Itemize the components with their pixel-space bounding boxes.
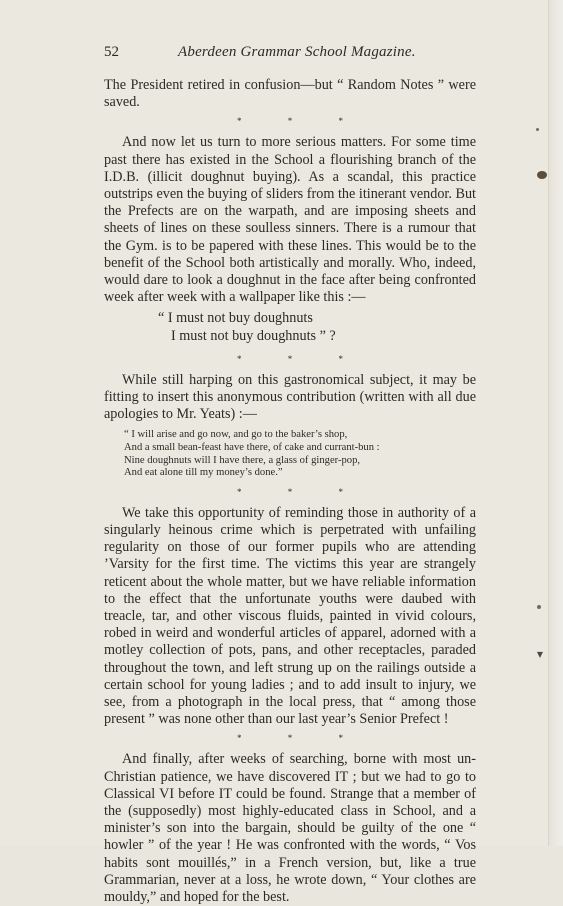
paragraph-president: The President retired in confusion—but “ Random Notes ” were saved. [104, 77, 476, 111]
paragraph-howler: And finally, after weeks of searching, borne with most un-Christian patience, we have discovered IT ; but we had to go to Classical VI before IT could be found. Strange that a member of the (supposedly) most highly-educated class in School, and a minister’s son into the bargain, should be guilty of the one “ howler ” of the year ! He was confronted with the words, “ Vos habits sont mouillés,” in a French version, but, like a true Grammarian, never at a loss, he wrote down, “ Your clothes are mouldy,” and hoped for the best. [104, 751, 476, 906]
section-separator: * * * [237, 116, 365, 127]
page-edge [548, 0, 563, 846]
paragraph-doughnut-buying: And now let us turn to more serious matters. For some time past there has existed in the School a flourishing branch of the I.D.B. (illicit doughnut buying). As a scandal, this practice outstrips even the buying of sliders from the itinerant vendor. But the Prefects are on the warpath, and are imposing sheets and sheets of lines on these soulless sinners. There is a rumour that the Gym. is to be papered with these lines. This would be to the benefit of the School both artistically and morally. Who, indeed, would dare to look a doughnut in the face after being confronted week after week with a wallpaper like this :— [104, 134, 476, 306]
speck-mark [536, 128, 539, 131]
section-separator: * * * [237, 733, 365, 744]
ink-blot-mark [537, 171, 547, 179]
section-separator: * * * [237, 353, 365, 364]
verse-line-3: Nine doughnuts will I have there, a glass of ginger-pop, [124, 454, 361, 466]
paragraph-gastronomical: While still harping on this gastronomical subject, it may be fitting to insert this anonymous contribution (written with all due apologies to Mr. Yeats) :— [104, 371, 476, 423]
verse-line-1: “ I will arise and go now, and go to the baker’s shop, [124, 429, 348, 441]
verse-line-2: And a small bean-feast have there, of cake and currant-bun : [124, 442, 380, 454]
speck-mark [537, 605, 541, 609]
couplet-line-2: I must not buy doughnuts ” ? [171, 327, 336, 344]
margin-arrow-icon: ▼ [536, 650, 543, 659]
paragraph-varsity-crime: We take this opportunity of reminding those in authority of a singularly heinous crime which is perpetrated with unfailing regularity on those of our former pupils who are attending ’Varsity for the first time. The victims this year are strangely reticent about the whole matter, but we have reliable information to the effect that the unfortunate youths were daubed with treacle, tar, and other viscous fluids, painted in vivid colours, robed in weird and wonderful articles of apparel, adorned with a motley collection of pots, pans, and other receptacles, paraded throughout the town, and left strung up on the railings outside a certain school for young ladies ; and to add insult to injury, we see, from a photograph in the local press, that “ among those present ” was none other than our last year’s Senior Prefect ! [104, 504, 476, 728]
page-number: 52 [104, 44, 119, 60]
running-title: Aberdeen Grammar School Magazine. [178, 44, 416, 60]
verse-line-4: And eat alone till my money’s done.” [124, 467, 283, 479]
page-header [104, 44, 476, 66]
couplet-line-1: “ I must not buy doughnuts [158, 310, 313, 327]
yeats-parody-verse [104, 429, 476, 479]
article-body [104, 77, 476, 906]
section-separator: * * * [237, 486, 365, 497]
doughnut-lines-couplet [104, 310, 476, 344]
